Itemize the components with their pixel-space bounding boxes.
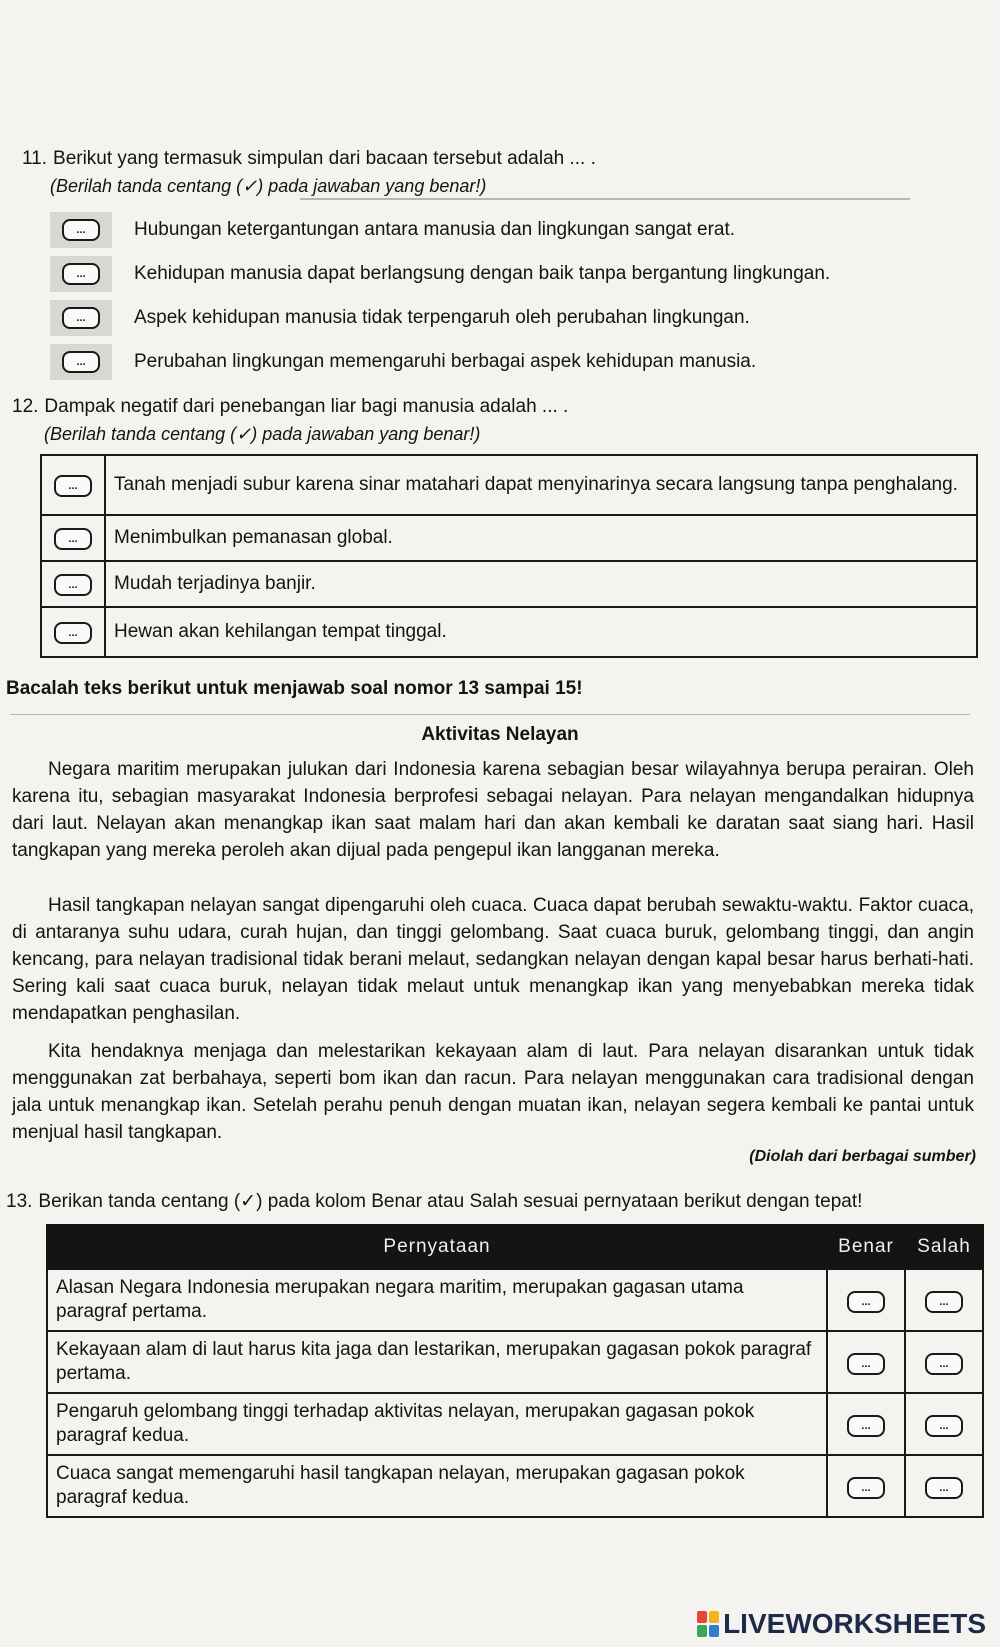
q13-row-3-false-cell	[905, 1393, 983, 1455]
q13-row-4-false-cell	[905, 1455, 983, 1517]
logo-square-yellow	[709, 1611, 719, 1623]
q12-number: 12.	[12, 396, 39, 417]
q12-checkbox-3[interactable]: ...	[54, 574, 92, 596]
logo-square-red	[697, 1611, 707, 1623]
q13-row-1-false-checkbox[interactable]: ...	[925, 1291, 963, 1313]
q13-row-1-false-cell	[905, 1269, 983, 1331]
q13-question: Berikan tanda centang (✓) pada kolom Benar atau Salah sesuai pernyataan berikut dengan tepat!	[38, 1191, 863, 1212]
q13-row-1-statement: Alasan Negara Indonesia merupakan negara maritim, merupakan gagasan utama paragraf pertama.	[47, 1269, 827, 1331]
q12-options-table	[40, 454, 978, 658]
q12-option-4-text: Hewan akan kehilangan tempat tinggal.	[105, 607, 977, 657]
q11-option-3-shade	[50, 300, 112, 336]
q13-row-3-true-checkbox[interactable]: ...	[847, 1415, 885, 1437]
q12-checkbox-1[interactable]: ...	[54, 475, 92, 497]
q11-option-4-text: Perubahan lingkungan memengaruhi berbagai aspek kehidupan manusia.	[134, 351, 757, 372]
q13-row-4	[47, 1455, 983, 1517]
q13-row-3-true-cell	[827, 1393, 905, 1455]
q12-instruction: (Berilah tanda centang (✓) pada jawaban yang benar!)	[44, 424, 481, 444]
q13-number: 13.	[6, 1191, 33, 1212]
q12-option-3	[41, 561, 977, 607]
q12-checkbox-2[interactable]: ...	[54, 528, 92, 550]
liveworksheets-logo	[697, 1608, 986, 1640]
q13-row-2-statement: Kekayaan alam di laut harus kita jaga dan lestarikan, merupakan gagasan pokok paragraf pertama.	[47, 1331, 827, 1393]
liveworksheets-logo-text: LIVEWORKSHEETS	[723, 1608, 986, 1639]
reading-title: Aktivitas Nelayan	[421, 724, 579, 745]
q13-row-4-statement: Cuaca sangat memengaruhi hasil tangkapan nelayan, merupakan gagasan pokok paragraf kedua.	[47, 1455, 827, 1517]
q13-title	[6, 1190, 862, 1213]
q13-row-1-true-cell	[827, 1269, 905, 1331]
q13-row-1-true-checkbox[interactable]: ...	[847, 1291, 885, 1313]
q13-row-3-statement: Pengaruh gelombang tinggi terhadap aktivitas nelayan, merupakan gagasan pokok paragraf kedua.	[47, 1393, 827, 1455]
q13-row-4-true-checkbox[interactable]: ...	[847, 1477, 885, 1499]
q12-question: Dampak negatif dari penebangan liar bagi manusia adalah ... .	[44, 396, 569, 417]
reading-paragraph-1: Negara maritim merupakan julukan dari Indonesia karena sebagian besar wilayahnya berupa perairan. Oleh karena itu, sebagian masyarakat Indonesia berprofesi sebagai nelayan. Para nelayan mengandalkan hidupnya dari laut. Nelayan akan menangkap ikan saat malam hari dan akan kembali ke daratan saat siang hari. Hasil tangkapan yang mereka peroleh akan dijual pada pengepul ikan langganan mereka.	[12, 759, 974, 861]
q13-table	[46, 1224, 984, 1518]
q13-header-false: Salah	[905, 1225, 983, 1269]
q13-row-1	[47, 1269, 983, 1331]
reading-paragraph-2: Hasil tangkapan nelayan sangat dipengaruhi oleh cuaca. Cuaca dapat berubah sewaktu-waktu. Faktor cuaca, di antaranya suhu udara, curah hujan, dan tinggi gelombang. Saat cuaca buruk, gelombang tinggi, dan angin kencang, para nelayan tradisional tidak berani melaut, sedangkan nelayan dengan kapal besar harus berhati-hati. Sering kali saat cuaca buruk, nelayan tidak melaut untuk menangkap ikan yang menyebabkan mereka tidak mendapatkan penghasilan.	[12, 895, 974, 1024]
q13-header-statement: Pernyataan	[47, 1225, 827, 1269]
q12-option-1	[41, 455, 977, 515]
q11-checkbox-4[interactable]: ...	[62, 351, 100, 373]
q11-number: 11.	[22, 148, 48, 169]
divider	[300, 198, 910, 200]
q13-row-2	[47, 1331, 983, 1393]
q12-option-1-text: Tanah menjadi subur karena sinar matahari dapat menyinarinya secara langsung tanpa penghalang.	[105, 455, 977, 515]
q11-option-4	[50, 344, 756, 380]
q11-option-3-text: Aspek kehidupan manusia tidak terpengaruh oleh perubahan lingkungan.	[134, 307, 750, 328]
q12-checkbox-cell-2	[41, 515, 105, 561]
liveworksheets-logo-icon	[697, 1611, 719, 1637]
q12-checkbox-cell-1	[41, 455, 105, 515]
q13-header-row	[47, 1225, 983, 1269]
q13-row-2-false-checkbox[interactable]: ...	[925, 1353, 963, 1375]
q11-option-3	[50, 300, 750, 336]
reading-source: (Diolah dari berbagai sumber)	[749, 1148, 976, 1165]
q11-instruction: (Berilah tanda centang (✓) pada jawaban yang benar!)	[50, 176, 487, 196]
q13-row-2-true-checkbox[interactable]: ...	[847, 1353, 885, 1375]
q11-option-2-shade	[50, 256, 112, 292]
q11-checkbox-1[interactable]: ...	[62, 219, 100, 241]
q13-header-true: Benar	[827, 1225, 905, 1269]
q13-row-3-false-checkbox[interactable]: ...	[925, 1415, 963, 1437]
logo-square-blue	[709, 1625, 719, 1637]
q11-option-1	[50, 212, 735, 248]
q11-question: Berikut yang termasuk simpulan dari bacaan tersebut adalah ... .	[53, 148, 596, 169]
q13-row-4-false-checkbox[interactable]: ...	[925, 1477, 963, 1499]
q13-row-4-true-cell	[827, 1455, 905, 1517]
q11-option-1-text: Hubungan ketergantungan antara manusia dan lingkungan sangat erat.	[134, 219, 736, 240]
q13-row-2-true-cell	[827, 1331, 905, 1393]
q12-option-3-text: Mudah terjadinya banjir.	[105, 561, 977, 607]
q12-checkbox-cell-4	[41, 607, 105, 657]
q12-option-4	[41, 607, 977, 657]
q11-option-1-shade	[50, 212, 112, 248]
q12-checkbox-cell-3	[41, 561, 105, 607]
q12-option-2	[41, 515, 977, 561]
q11-option-4-shade	[50, 344, 112, 380]
q11-option-2	[50, 256, 830, 292]
logo-square-green	[697, 1625, 707, 1637]
q12-title	[12, 396, 568, 418]
q12-option-2-text: Menimbulkan pemanasan global.	[105, 515, 977, 561]
q13-row-3	[47, 1393, 983, 1455]
reading-paragraph-3: Kita hendaknya menjaga dan melestarikan kekayaan alam di laut. Para nelayan disarankan untuk tidak menggunakan zat berbahaya, seperti bom ikan dan racun. Para nelayan menggunakan cara tradisional dengan jala untuk menangkap ikan. Setelah perahu penuh dengan muatan ikan, nelayan segera kembali ke pantai untuk menjual hasil tangkapan.	[12, 1041, 974, 1143]
q13-row-2-false-cell	[905, 1331, 983, 1393]
reading-instruction: Bacalah teks berikut untuk menjawab soal nomor 13 sampai 15!	[6, 678, 583, 699]
q11-option-2-text: Kehidupan manusia dapat berlangsung dengan baik tanpa bergantung lingkungan.	[134, 263, 831, 284]
q11-title	[22, 148, 596, 170]
q11-checkbox-3[interactable]: ...	[62, 307, 100, 329]
divider	[10, 714, 970, 715]
q12-checkbox-4[interactable]: ...	[54, 622, 92, 644]
q11-checkbox-2[interactable]: ...	[62, 263, 100, 285]
